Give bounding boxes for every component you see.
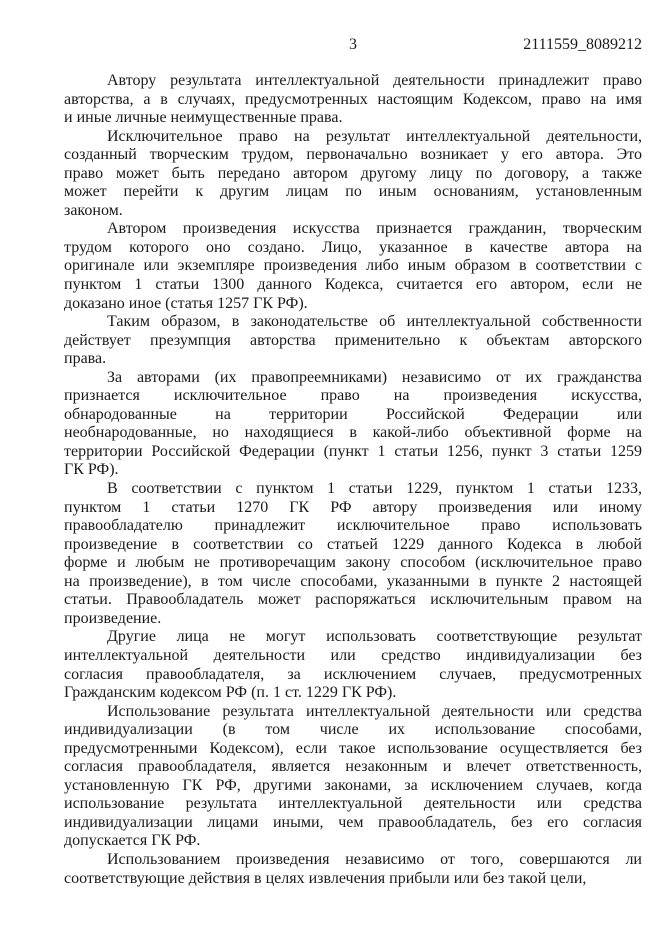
text-line: согласия правообладателя, является незаконным и влечет ответственность, xyxy=(64,758,642,776)
text-line: Использованием произведения независимо от того, совершаются ли xyxy=(107,850,642,868)
text-line: созданный творческим трудом, первоначально возникает у его автора. Это xyxy=(64,146,642,164)
text-line: форме и любым не противоречащим закону способом (исключительное право xyxy=(64,554,642,572)
text-line: За авторами (их правопреемниками) независимо от их гражданства xyxy=(107,368,642,386)
paragraph xyxy=(64,703,642,851)
paragraph xyxy=(64,851,642,888)
text-line: предусмотренными Кодексом), если такое использование осуществляется без xyxy=(64,739,642,757)
paragraph xyxy=(64,313,642,369)
text-line: правообладателю принадлежит исключительное право использовать xyxy=(64,517,642,535)
document-number: 2111559_8089212 xyxy=(523,36,642,53)
text-line: Гражданским кодексом РФ (п. 1 ст. 1229 ГК РФ). xyxy=(64,684,397,702)
text-line: и иные личные неимущественные права. xyxy=(64,109,343,127)
text-line: использование результата интеллектуальной деятельности или средства xyxy=(64,795,642,813)
text-line: пунктом 1 статьи 1300 данного Кодекса, считается его автором, если не xyxy=(64,276,642,294)
text-line: может перейти к другим лицам по иным основаниям, установленным xyxy=(64,183,642,201)
paragraph xyxy=(64,480,642,628)
text-line: статьи. Правообладатель может распоряжаться исключительным правом на xyxy=(64,591,642,609)
text-line: авторства, а в случаях, предусмотренных настоящим Кодексом, право на имя xyxy=(64,90,642,108)
text-line: трудом которого оно создано. Лицо, указанное в качестве автора на xyxy=(64,238,642,256)
text-line: законом. xyxy=(64,201,123,219)
document-body xyxy=(64,72,642,888)
text-line: допускается ГК РФ. xyxy=(64,832,201,850)
paragraph xyxy=(64,72,642,128)
text-line: В соответствии с пунктом 1 статьи 1229, пунктом 1 статьи 1233, xyxy=(107,480,642,498)
text-line: установленную ГК РФ, другими законами, за исключением случаев, когда xyxy=(64,776,642,794)
text-line: Таким образом, в законодательстве об интеллектуальной собственности xyxy=(107,313,642,331)
page-header xyxy=(64,36,642,56)
text-line: интеллектуальной деятельности или средство индивидуализации без xyxy=(64,646,642,664)
text-line: Автору результата интеллектуальной деятельности принадлежит право xyxy=(107,72,642,89)
text-line: произведение в соответствии со статьей 1229 данного Кодекса в любой xyxy=(64,535,642,553)
text-line: территории Российской Федерации (пункт 1 статьи 1256, пункт 3 статьи 1259 xyxy=(64,442,642,460)
text-line: право может быть передано автором другому лицу по договору, а также xyxy=(64,164,642,182)
text-line: индивидуализации (в том числе их использование способами, xyxy=(64,721,642,739)
text-line: признается исключительное право на произведения искусства, xyxy=(64,387,642,405)
paragraph xyxy=(64,369,642,480)
text-line: Автором произведения искусства признается гражданин, творческим xyxy=(107,220,642,238)
text-line: Использование результата интеллектуальной деятельности или средства xyxy=(107,702,642,720)
paragraph xyxy=(64,220,642,313)
text-line: оригинале или экземпляре произведения либо иным образом в соответствии с xyxy=(64,257,642,275)
paragraph xyxy=(64,628,642,702)
text-line: Другие лица не могут использовать соответствующие результат xyxy=(107,628,642,646)
text-line: согласия правообладателя, за исключением случаев, предусмотренных xyxy=(64,665,642,683)
text-line: необнародованные, но находящиеся в какой-либо объективной форме на xyxy=(64,424,642,442)
page-number: 3 xyxy=(349,36,357,53)
text-line: на произведение), в том числе способами, указанными в пункте 2 настоящей xyxy=(64,572,642,590)
text-line: Исключительное право на результат интеллектуальной деятельности, xyxy=(107,127,642,145)
text-line: пунктом 1 статьи 1270 ГК РФ автору произведения или иному xyxy=(64,498,642,516)
text-line: права. xyxy=(64,350,107,368)
text-line: ГК РФ). xyxy=(64,461,119,479)
text-line: действует презумпция авторства применительно к объектам авторского xyxy=(64,331,642,349)
text-line: произведение. xyxy=(64,609,162,627)
text-line: соответствующие действия в целях извлечения прибыли или без такой цели, xyxy=(64,869,587,887)
text-line: индивидуализации лицами иными, чем правообладатель, без его согласия xyxy=(64,813,642,831)
text-line: доказано иное (статья 1257 ГК РФ). xyxy=(64,294,308,312)
paragraph xyxy=(64,128,642,221)
text-line: обнародованные на территории Российской Федерации или xyxy=(64,405,642,423)
